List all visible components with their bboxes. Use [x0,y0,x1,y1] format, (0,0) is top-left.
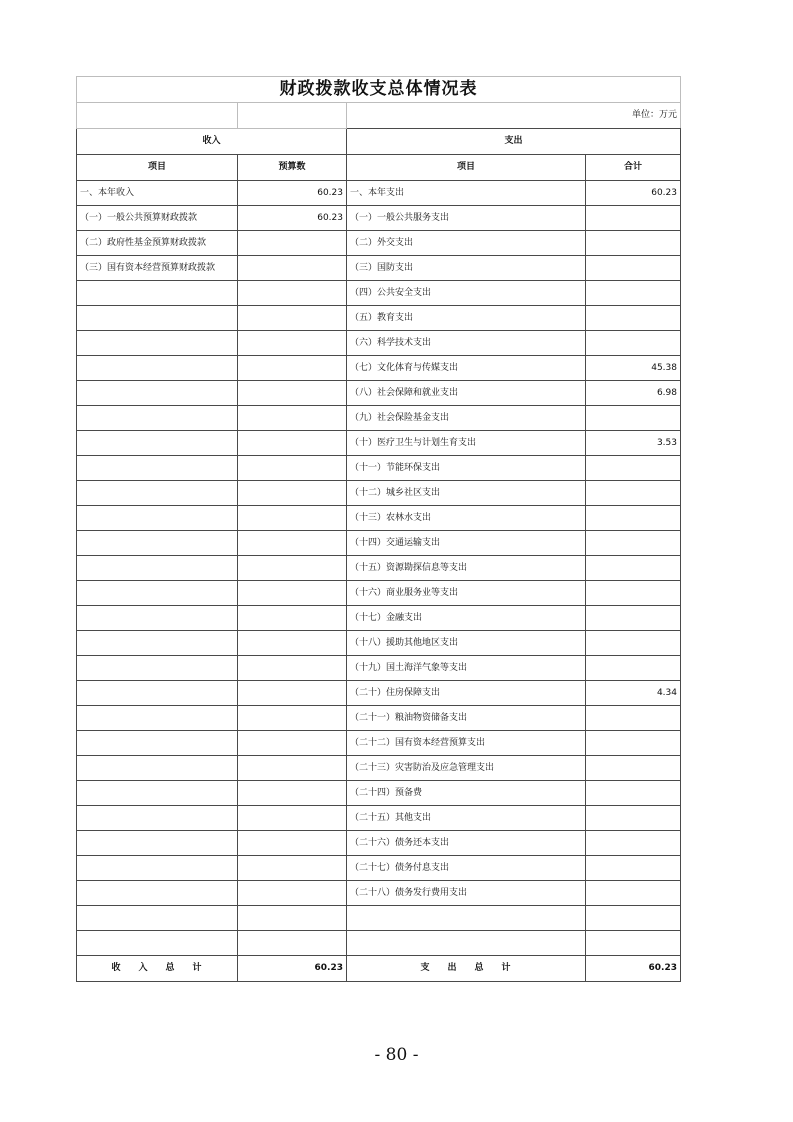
expense-item-cell: （十五）资源勘探信息等支出 [347,556,586,581]
income-amount-cell [238,231,347,256]
table-row [77,781,681,806]
income-amount-cell [238,556,347,581]
table-row [77,806,681,831]
table-row [77,556,681,581]
table-row [77,931,681,956]
table-row [77,356,681,381]
table-title: 财政拨款收支总体情况表 [77,77,681,103]
income-amount-cell [238,856,347,881]
income-item-cell [77,556,238,581]
expense-amount-cell [586,606,681,631]
table-row [77,631,681,656]
expense-item-header: 项目 [347,155,586,181]
income-amount-cell [238,456,347,481]
income-item-cell [77,381,238,406]
income-amount-cell: 60.23 [238,206,347,231]
income-total-amount: 60.23 [238,956,347,982]
table-row [77,881,681,906]
income-item-cell [77,806,238,831]
income-amount-cell [238,506,347,531]
blank-cell [77,103,238,129]
table-row [77,581,681,606]
expense-amount-cell [586,831,681,856]
expense-amount-cell [586,631,681,656]
income-item-cell [77,356,238,381]
table-row [77,856,681,881]
expense-item-cell: （十一）节能环保支出 [347,456,586,481]
income-amount-cell [238,406,347,431]
expense-item-cell: （一）一般公共服务支出 [347,206,586,231]
income-item-cell [77,306,238,331]
expense-amount-cell [586,406,681,431]
income-amount-cell [238,531,347,556]
income-amount-cell: 60.23 [238,181,347,206]
expense-amount-cell: 4.34 [586,681,681,706]
income-amount-cell [238,356,347,381]
expense-amount-cell [586,756,681,781]
expense-total-amount: 60.23 [586,956,681,982]
income-item-cell [77,856,238,881]
expense-amount-cell [586,706,681,731]
income-item-header: 项目 [77,155,238,181]
income-section-header: 收入 [77,129,347,155]
table-row [77,481,681,506]
expense-item-cell: （二）外交支出 [347,231,586,256]
expense-amount-cell [586,931,681,956]
expense-item-cell: （七）文化体育与传媒支出 [347,356,586,381]
expense-item-cell: （十二）城乡社区支出 [347,481,586,506]
table-row [77,531,681,556]
expense-amount-cell [586,231,681,256]
expense-amount-cell: 3.53 [586,431,681,456]
table-row [77,181,681,206]
income-item-cell [77,481,238,506]
expense-amount-cell [586,906,681,931]
income-amount-cell [238,431,347,456]
income-item-cell [77,581,238,606]
totals-row [77,956,681,982]
expense-section-header: 支出 [347,129,681,155]
income-item-cell: （三）国有资本经营预算财政拨款 [77,256,238,281]
table-row [77,306,681,331]
expense-amount-cell [586,456,681,481]
expense-amount-cell [586,206,681,231]
expense-amount-cell [586,781,681,806]
expense-item-cell: （二十一）粮油物资储备支出 [347,706,586,731]
expense-item-cell: 一、本年支出 [347,181,586,206]
income-amount-cell [238,881,347,906]
income-item-cell [77,656,238,681]
budget-sheet [76,76,680,982]
table-row [77,256,681,281]
table-row [77,731,681,756]
expense-amount-cell [586,531,681,556]
table-row [77,506,681,531]
expense-item-cell: （十八）援助其他地区支出 [347,631,586,656]
income-amount-cell [238,731,347,756]
income-amount-cell [238,606,347,631]
expense-item-cell: （二十七）债务付息支出 [347,856,586,881]
income-item-cell [77,531,238,556]
income-item-cell [77,456,238,481]
income-amount-cell [238,831,347,856]
expense-item-cell [347,906,586,931]
expense-item-cell: （三）国防支出 [347,256,586,281]
table-row [77,281,681,306]
income-item-cell [77,931,238,956]
table-row [77,231,681,256]
income-amount-cell [238,581,347,606]
income-item-cell [77,881,238,906]
expense-item-cell [347,931,586,956]
income-item-cell [77,631,238,656]
expense-amount-cell: 6.98 [586,381,681,406]
expense-amount-cell: 60.23 [586,181,681,206]
table-row [77,206,681,231]
expense-amount-cell [586,731,681,756]
expense-amount-cell [586,881,681,906]
income-amount-cell [238,806,347,831]
income-item-cell [77,831,238,856]
expense-item-cell: （四）公共安全支出 [347,281,586,306]
income-amount-cell [238,906,347,931]
expense-amount-cell [586,856,681,881]
expense-amount-cell [586,481,681,506]
income-amount-cell [238,256,347,281]
expense-item-cell: （二十四）预备费 [347,781,586,806]
expense-item-cell: （五）教育支出 [347,306,586,331]
expense-amount-header: 合计 [586,155,681,181]
income-item-cell [77,681,238,706]
table-row [77,331,681,356]
table-row [77,906,681,931]
expense-item-cell: （八）社会保障和就业支出 [347,381,586,406]
page-number: - 80 - [374,1045,419,1065]
expense-item-cell: （十六）商业服务业等支出 [347,581,586,606]
unit-label: 单位：万元 [347,103,681,129]
expense-amount-cell [586,806,681,831]
expense-item-cell: （十）医疗卫生与计划生育支出 [347,431,586,456]
income-item-cell [77,406,238,431]
income-item-cell [77,431,238,456]
income-amount-cell [238,656,347,681]
income-amount-cell [238,681,347,706]
expense-amount-cell [586,306,681,331]
expense-amount-cell [586,281,681,306]
income-item-cell [77,281,238,306]
income-amount-cell [238,281,347,306]
income-amount-cell [238,306,347,331]
income-item-cell [77,331,238,356]
income-amount-cell [238,631,347,656]
income-item-cell: （一）一般公共预算财政拨款 [77,206,238,231]
table-row [77,681,681,706]
expense-amount-cell [586,656,681,681]
blank-cell [238,103,347,129]
expense-amount-cell [586,581,681,606]
table-row [77,431,681,456]
income-item-cell: 一、本年收入 [77,181,238,206]
expense-item-cell: （十九）国土海洋气象等支出 [347,656,586,681]
expense-item-cell: （二十五）其他支出 [347,806,586,831]
table-row [77,456,681,481]
table-row [77,756,681,781]
income-amount-cell [238,931,347,956]
income-amount-cell [238,331,347,356]
expense-item-cell: （二十）住房保障支出 [347,681,586,706]
expense-item-cell: （六）科学技术支出 [347,331,586,356]
expense-amount-cell [586,331,681,356]
table-row [77,606,681,631]
income-total-label: 收入总计 [77,956,238,982]
income-amount-header: 预算数 [238,155,347,181]
expense-item-cell: （十四）交通运输支出 [347,531,586,556]
income-item-cell [77,756,238,781]
table-row [77,831,681,856]
expense-item-cell: （二十六）债务还本支出 [347,831,586,856]
income-item-cell [77,781,238,806]
income-item-cell: （二）政府性基金预算财政拨款 [77,231,238,256]
expense-item-cell: （二十二）国有资本经营预算支出 [347,731,586,756]
income-item-cell [77,731,238,756]
table-row [77,381,681,406]
table-row [77,706,681,731]
table-row [77,406,681,431]
income-amount-cell [238,381,347,406]
income-amount-cell [238,481,347,506]
budget-table [76,76,681,982]
income-item-cell [77,906,238,931]
income-amount-cell [238,756,347,781]
expense-amount-cell [586,256,681,281]
expense-item-cell: （二十八）债务发行费用支出 [347,881,586,906]
table-row [77,656,681,681]
income-item-cell [77,606,238,631]
expense-amount-cell: 45.38 [586,356,681,381]
expense-item-cell: （二十三）灾害防治及应急管理支出 [347,756,586,781]
expense-total-label: 支出总计 [347,956,586,982]
expense-amount-cell [586,506,681,531]
expense-item-cell: （十三）农林水支出 [347,506,586,531]
expense-item-cell: （九）社会保险基金支出 [347,406,586,431]
expense-amount-cell [586,556,681,581]
expense-item-cell: （十七）金融支出 [347,606,586,631]
income-item-cell [77,706,238,731]
income-amount-cell [238,781,347,806]
income-item-cell [77,506,238,531]
income-amount-cell [238,706,347,731]
